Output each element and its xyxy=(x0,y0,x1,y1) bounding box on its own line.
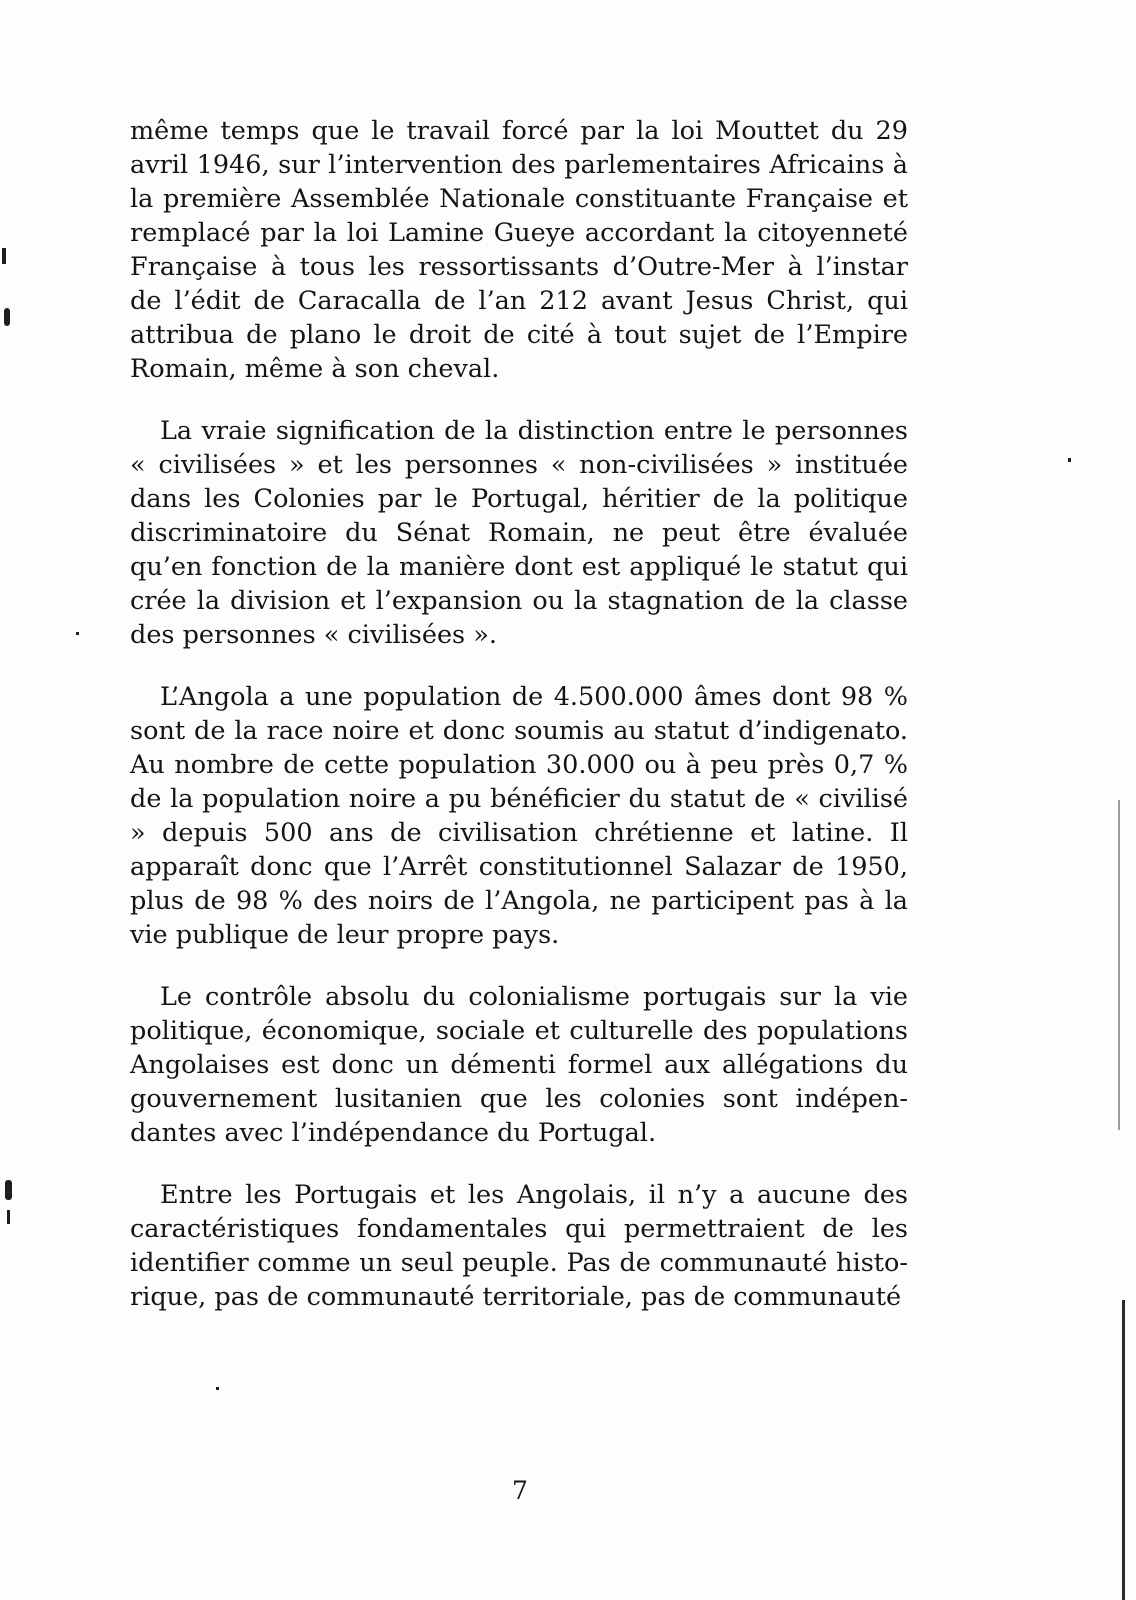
binding-line xyxy=(1122,1300,1125,1600)
paragraph-3: L’Angola a une population de 4.500.000 âmes dont 98 % sont de la race noire et donc soumis au statut d’indigenato. Au nombre de cette population 30.000 ou à peu près 0,7 % de la population noire a pu bénéficier du statut de « civilisé » depuis 500 ans de civilisation chrétienne et latine. Il apparaît donc que l’Arrêt constitutionnel Salazar de 1950, plus de 98 % des noirs de l’Angola, ne participent pas à la vie publique de leur propre pays. xyxy=(130,682,908,950)
page-number: 7 xyxy=(512,1476,528,1505)
scan-speck xyxy=(7,1210,10,1224)
paragraph-2: La vraie signification de la distinction entre le personnes « civilisées » et les personnes « non-civilisées » instituée dans les Colonies par le Portugal, héritier de la politique discriminatoire du Sénat Romain, ne peut être évaluée qu’en fonction de la manière dont est appliqué le statut qui crée la division et l’expansion ou la stagnation de la classe des personnes « civilisées ». xyxy=(130,416,908,650)
paragraph-1: même temps que le travail forcé par la loi Mouttet du 29 avril 1946, sur l’intervention des parlementaires Africains à la première Assemblée Nationale constituante Française et remplacé par la loi Lamine Gueye accordant la citoyenneté Française à tous les ressortissants d’Outre-Mer à l’instar de l’édit de Caracalla de l’an 212 avant Jesus Christ, qui attribua de plano le droit de cité à tout sujet de l’Empire Romain, même à son cheval. xyxy=(130,116,908,384)
scan-speck xyxy=(4,308,10,326)
binding-line xyxy=(1118,800,1120,1130)
page-body xyxy=(130,114,908,1342)
paragraph-5: Entre les Portugais et les Angolais, il n’y a aucune des caractéristiques fondamentales qui permettraient de les identifier comme un seul peuple. Pas de communauté historique, pas de communauté territoriale, pas de communauté xyxy=(130,1180,908,1312)
scan-speck xyxy=(216,1387,219,1390)
scan-speck xyxy=(2,248,6,264)
scan-speck xyxy=(76,632,79,635)
scan-speck xyxy=(5,1180,12,1200)
scan-speck xyxy=(1068,458,1071,462)
paragraph-4: Le contrôle absolu du colonialisme portugais sur la vie politique, économique, sociale et culturelle des populations Angolaises est donc un démenti formel aux allégations du gouvernement lusitanien que les colonies sont indépendantes avec l’indépendance du Portugal. xyxy=(130,982,908,1148)
